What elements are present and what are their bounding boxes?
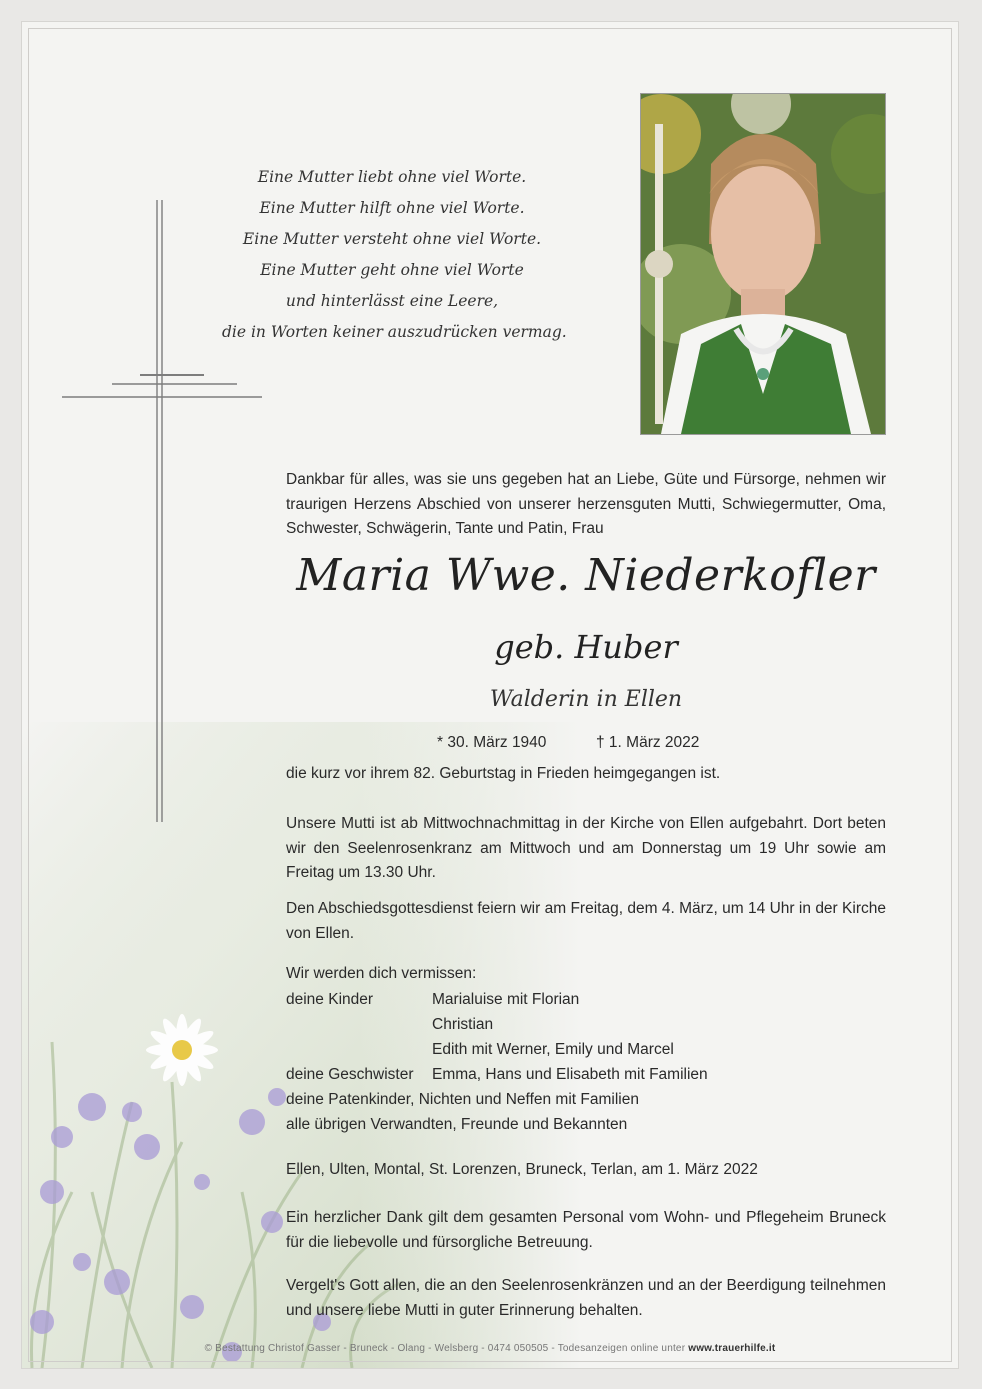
mourner-role (286, 1037, 432, 1062)
list-item (286, 1012, 708, 1037)
mourner-role (286, 1012, 432, 1037)
poem-line: Eine Mutter geht ohne viel Worte (260, 261, 524, 279)
poem-line: und hinterlässt eine Leere, (285, 292, 499, 310)
mourner-role: deine Kinder (286, 991, 374, 1008)
poem-line: die in Worten keiner auszudrücken vermag. (222, 323, 567, 341)
death-date: † 1. März 2022 (596, 734, 700, 751)
birth-date: * 30. März 1940 (437, 734, 547, 751)
intro-text: Dankbar für alles, was sie uns gegeben hat an Liebe, Güte und Fürsorge, nehmen wir traurigen Herzens Abschied von unserer herzensguten Mutti, Schwiegermutter, Oma, Schwester, Schwägerin, Tante und Patin, Frau (286, 471, 886, 537)
deceased-name: Maria Wwe. Niederkofler (296, 550, 876, 601)
poem-line: Eine Mutter hilft ohne viel Worte. (259, 199, 525, 217)
obituary-card (22, 22, 958, 1368)
poem-line: Eine Mutter versteht ohne viel Worte. (242, 230, 542, 248)
list-item (286, 1062, 708, 1087)
place-and-date: Ellen, Ulten, Montal, St. Lorenzen, Bruneck, Terlan, am 1. März 2022 (286, 1161, 758, 1178)
footer-text: © Bestattung Christof Gasser - Bruneck - Olang - Welsberg - 0474 050505 - Todesanzeigen online unter (204, 1343, 686, 1354)
mourner-names: Emma, Hans und Elisabeth mit Familien (432, 1066, 708, 1083)
list-item (286, 1112, 708, 1137)
mourner-names: Edith mit Werner, Emily und Marcel (432, 1041, 674, 1058)
list-item (286, 1087, 708, 1112)
funeral-text: Den Abschiedsgottesdienst feiern wir am Freitag, dem 4. März, um 14 Uhr in der Kirche von Ellen. (286, 900, 886, 942)
list-item (286, 987, 708, 1012)
wake-text: Unsere Mutti ist ab Mittwochnachmittag in der Kirche von Ellen aufgebahrt. Dort beten wir den Seelenrosenkranz am Mittwoch und am Donnerstag um 19 Uhr sowie am Freitag um 13.30 Uhr. (286, 815, 886, 881)
mourner-role: deine Geschwister (286, 1066, 414, 1083)
maiden-name: geb. Huber (494, 628, 678, 666)
mourner-role: alle übrigen Verwandten, Freunde und Bekannten (286, 1116, 628, 1133)
portrait-photo (640, 93, 886, 435)
mourners-heading: Wir werden dich vermissen: (286, 965, 477, 982)
closing-text: Vergelt's Gott allen, die an den Seelenrosenkränzen und an der Beerdigung teilnehmen und unsere liebe Mutti in guter Erinnerung behalten. (286, 1277, 886, 1319)
mourner-names: Marialuise mit Florian (432, 991, 580, 1008)
mourner-names: Christian (432, 1016, 494, 1033)
poem-line: Eine Mutter liebt ohne viel Worte. (257, 168, 527, 186)
footer (22, 1343, 958, 1354)
thanks-text: Ein herzlicher Dank gilt dem gesamten Personal vom Wohn- und Pflegeheim Bruneck für die liebevolle und fürsorgliche Betreuung. (286, 1209, 886, 1251)
passed-text: die kurz vor ihrem 82. Geburtstag in Frieden heimgegangen ist. (286, 765, 721, 782)
mourners-list (286, 987, 708, 1137)
residence: Walderin in Ellen (489, 687, 683, 712)
mourner-role: deine Patenkinder, Nichten und Neffen mit Familien (286, 1091, 639, 1108)
memorial-poem (222, 162, 567, 348)
footer-link[interactable]: www.trauerhilfe.it (688, 1343, 776, 1354)
list-item (286, 1037, 708, 1062)
